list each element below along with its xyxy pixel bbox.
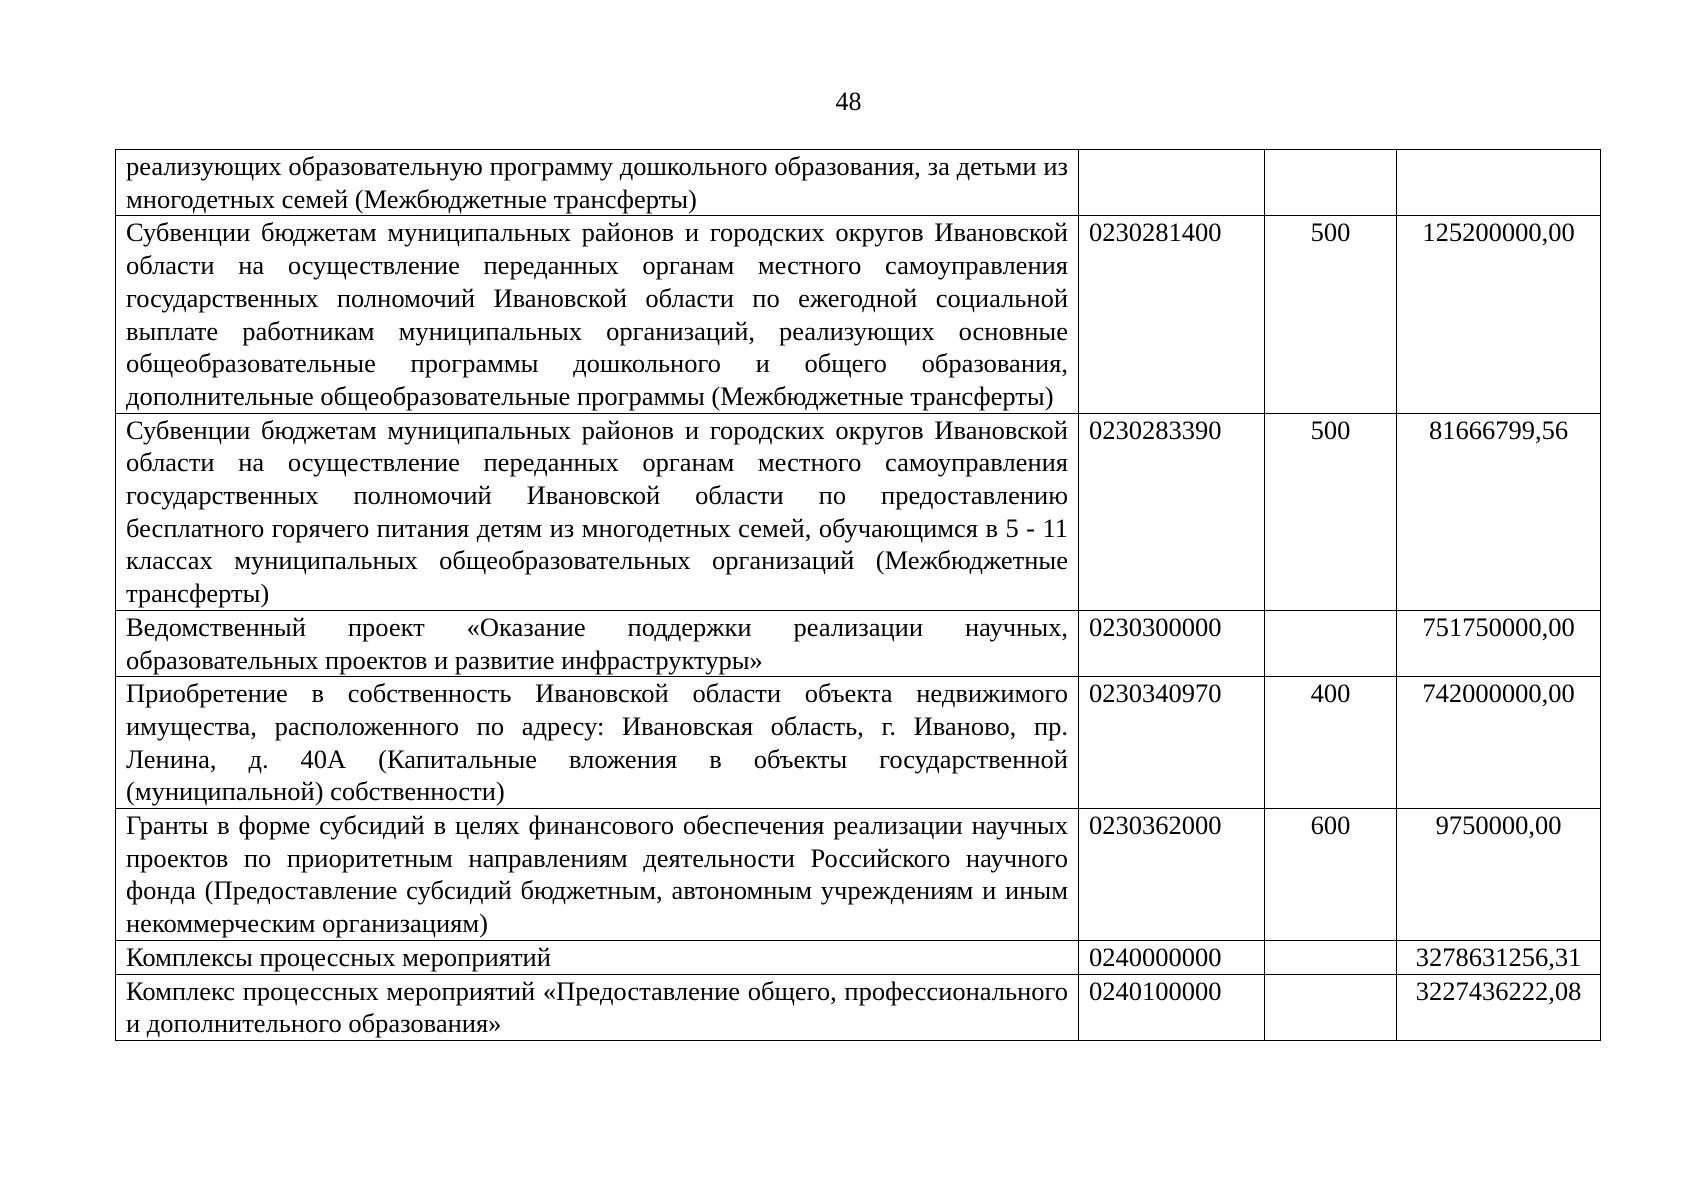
table-row — [116, 413, 1601, 610]
table-row — [116, 677, 1601, 809]
row-expense-type: 500 — [1265, 413, 1397, 610]
row-amount: 9750000,00 — [1397, 809, 1601, 941]
row-amount: 125200000,00 — [1397, 216, 1601, 413]
table-row — [116, 150, 1601, 216]
row-amount: 81666799,56 — [1397, 413, 1601, 610]
row-expense-type: 600 — [1265, 809, 1397, 941]
row-code: 0230283390 — [1079, 413, 1265, 610]
budget-table — [115, 149, 1601, 1041]
row-code: 0230281400 — [1079, 216, 1265, 413]
row-code: 0240100000 — [1079, 974, 1265, 1040]
row-code: 0230340970 — [1079, 677, 1265, 809]
row-amount: 751750000,00 — [1397, 610, 1601, 676]
row-code — [1079, 150, 1265, 216]
row-name: реализующих образовательную программу дошкольного образования, за детьми из многодетных семей (Межбюджетные трансферты) — [116, 150, 1079, 216]
table-row — [116, 216, 1601, 413]
row-expense-type — [1265, 610, 1397, 676]
row-expense-type — [1265, 150, 1397, 216]
row-amount: 3278631256,31 — [1397, 940, 1601, 974]
row-expense-type: 400 — [1265, 677, 1397, 809]
row-expense-type — [1265, 940, 1397, 974]
row-expense-type — [1265, 974, 1397, 1040]
table-row — [116, 809, 1601, 941]
row-name: Приобретение в собственность Ивановской области объекта недвижимого имущества, расположенного по адресу: Ивановская область, г. Иваново, пр. Ленина, д. 40А (Капитальные вложения в объекты государственной (муниципальной) собственности) — [116, 677, 1079, 809]
row-name: Гранты в форме субсидий в целях финансового обеспечения реализации научных проектов по приоритетным направлениям деятельности Российского научного фонда (Предоставление субсидий бюджетным, автономным учреждениям и иным некоммерческим организациям) — [116, 809, 1079, 941]
table-row — [116, 940, 1601, 974]
row-amount — [1397, 150, 1601, 216]
row-name: Субвенции бюджетам муниципальных районов и городских округов Ивановской области на осуществление переданных органам местного самоуправления государственных полномочий Ивановской области по предоставлению бесплатного горячего питания детям из многодетных семей, обучающимся в 5 - 11 классах муниципальных общеобразовательных организаций (Межбюджетные трансферты) — [116, 413, 1079, 610]
row-name: Ведомственный проект «Оказание поддержки реализации научных, образовательных проектов и развитие инфраструктуры» — [116, 610, 1079, 676]
table-row — [116, 974, 1601, 1040]
row-name: Комплекс процессных мероприятий «Предоставление общего, профессионального и дополнительного образования» — [116, 974, 1079, 1040]
row-code: 0240000000 — [1079, 940, 1265, 974]
row-expense-type: 500 — [1265, 216, 1397, 413]
page-number: 48 — [835, 87, 862, 116]
row-amount: 742000000,00 — [1397, 677, 1601, 809]
row-code: 0230300000 — [1079, 610, 1265, 676]
row-amount: 3227436222,08 — [1397, 974, 1601, 1040]
row-name: Субвенции бюджетам муниципальных районов и городских округов Ивановской области на осуществление переданных органам местного самоуправления государственных полномочий Ивановской области по ежегодной социальной выплате работникам муниципальных организаций, реализующих основные общеобразовательные программы дошкольного и общего образования, дополнительные общеобразовательные программы (Межбюджетные трансферты) — [116, 216, 1079, 413]
row-code: 0230362000 — [1079, 809, 1265, 941]
row-name: Комплексы процессных мероприятий — [116, 940, 1079, 974]
table-row — [116, 610, 1601, 676]
